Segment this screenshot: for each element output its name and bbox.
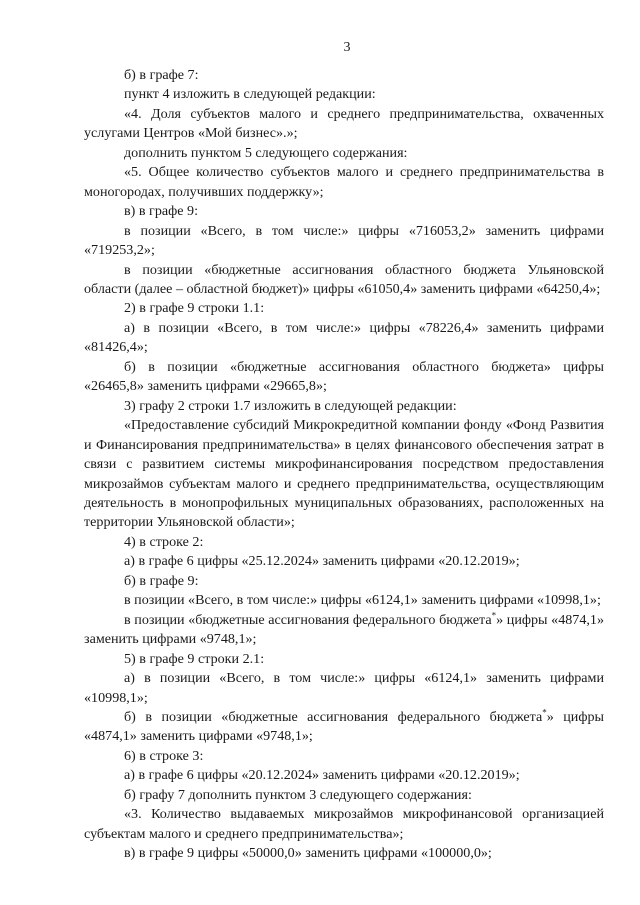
paragraph [84, 611, 604, 650]
paragraph: 3) графу 2 строки 1.7 изложить в следующей редакции: [124, 397, 457, 414]
paragraph: «5. Общее количество субъектов малого и среднего предпринимательства в моногородах, получивших поддержку»; [84, 164, 604, 200]
paragraph-text: » цифры «4874,1» заменить цифрами «9748,1»; [84, 708, 604, 745]
paragraph: в позиции «Всего, в том числе:» цифры «6124,1» заменить цифрами «10998,1»; [124, 592, 601, 609]
paragraph: б) в графе 9: [124, 572, 199, 589]
paragraph: «4. Доля субъектов малого и среднего предпринимательства, охваченных услугами Центров «Мой бизнес».»; [84, 105, 604, 142]
paragraph: а) в позиции «Всего, в том числе:» цифры «6124,1» заменить цифрами «10998,1»; [84, 670, 604, 706]
paragraph: в позиции «бюджетные ассигнования областного бюджета Ульяновской области (далее – областной бюджет)» цифры «61050,4» заменить цифрами «64250,4»; [84, 261, 604, 297]
page-number: 3 [343, 40, 351, 55]
paragraph: 6) в строке 3: [124, 747, 204, 764]
paragraph: в) в графе 9: [124, 203, 199, 220]
paragraph: б) в позиции «бюджетные ассигнования областного бюджета» цифры «26465,8» заменить цифрами «29665,8»; [84, 358, 604, 395]
paragraph: в) в графе 9 цифры «50000,0» заменить цифрами «100000,0»; [124, 845, 492, 862]
document-body [84, 66, 604, 864]
paragraph: а) в графе 6 цифры «20.12.2024» заменить цифрами «20.12.2019»; [124, 767, 520, 784]
paragraph: в позиции «Всего, в том числе:» цифры «716053,2» заменить цифрами «719253,2»; [84, 222, 604, 259]
paragraph-text: б) в позиции «бюджетные ассигнования федерального бюджета [124, 708, 543, 725]
paragraph: пункт 4 изложить в следующей редакции: [124, 86, 376, 103]
paragraph-text: в позиции «бюджетные ассигнования федерального бюджета [124, 611, 492, 628]
paragraph: б) графу 7 дополнить пунктом 3 следующего содержания: [124, 786, 472, 803]
paragraph: б) в графе 7: [124, 67, 199, 83]
paragraph: «Предоставление субсидий Микрокредитной компании фонду «Фонд Развития и Финансирования предпринимательства» в целях финансового обеспечения затрат в связи с развитием системы микрофинансирования посредством предоставления микрозаймов субъектам малого и среднего предпринимательства, осуществляющим деятельность в монопрофильных муниципальных образованиях, расположенных на территории Ульяновской области»; [84, 417, 604, 531]
paragraph-text: » цифры «4874,1» заменить цифрами «9748,1»; [84, 611, 604, 648]
paragraph: а) в графе 6 цифры «25.12.2024» заменить цифрами «20.12.2019»; [124, 553, 520, 570]
paragraph: 4) в строке 2: [124, 533, 204, 550]
paragraph: 2) в графе 9 строки 1.1: [124, 300, 265, 317]
paragraph: дополнить пунктом 5 следующего содержания: [124, 144, 408, 161]
footnote-mark: * [491, 610, 497, 620]
footnote-mark: * [542, 707, 547, 718]
paragraph: «3. Количество выдаваемых микрозаймов микрофинансовой организацией субъектам малого и среднего предпринимательства»; [84, 806, 604, 842]
paragraph: а) в позиции «Всего, в том числе:» цифры «78226,4» заменить цифрами «81426,4»; [84, 319, 604, 356]
paragraph [84, 708, 604, 747]
paragraph: 5) в графе 9 строки 2.1: [124, 650, 265, 667]
